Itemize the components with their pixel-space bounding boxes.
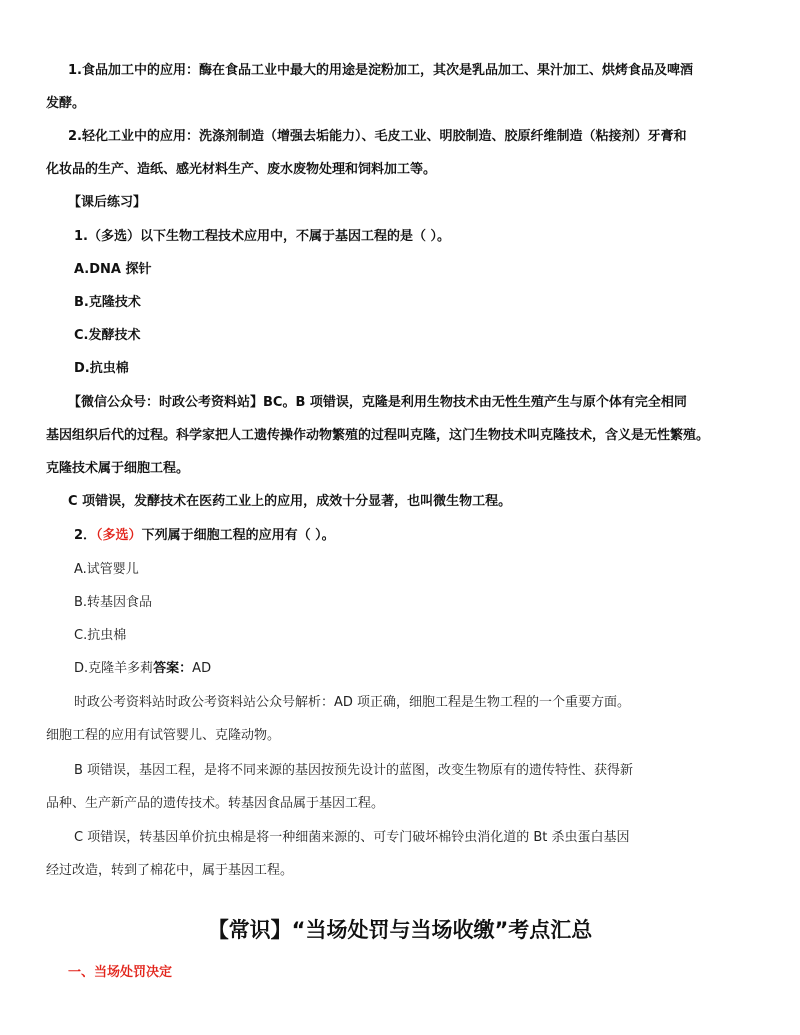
q2-analysis-c: C 项错误，转基因单价抗虫棉是将一种细菌来源的、可专门破坏棉铃虫消化道的 Bt 杀虫蛋白基因 [74, 830, 630, 845]
paragraph-light-industry: 2.轻化工业中的应用：洗涤剂制造（增强去垢能力）、毛皮工业、明胶制造、胶原纤维制造（粘接剂）牙膏和 [68, 129, 687, 144]
q2-option-d-answer [74, 660, 211, 678]
exercise-heading: 【课后练习】 [68, 195, 147, 210]
paragraph-food-processing-cont: 发酵。 [46, 96, 86, 111]
q2-analysis: 时政公考资料站时政公考资料站公众号解析：AD 项正确，细胞工程是生物工程的一个重要方面。 [74, 695, 631, 710]
q2-option-a: A.试管婴儿 [74, 562, 139, 577]
q2-option-b: B.转基因食品 [74, 595, 153, 610]
section-title: 【常识】“当场处罚与当场收缴”考点汇总 [207, 918, 593, 942]
paragraph-food-processing: 1.食品加工中的应用：酶在食品工业中最大的用途是淀粉加工，其次是乳品加工、果汁加工、烘烤食品及啤酒 [68, 63, 693, 78]
q1-explanation-c: C 项错误，发酵技术在医药工业上的应用，成效十分显著，也叫微生物工程。 [68, 494, 512, 509]
question-2-number: 2． [74, 528, 97, 543]
paragraph-light-industry-cont: 化妆品的生产、造纸、感光材料生产、废水废物处理和饲料加工等。 [46, 162, 437, 177]
q2-analysis-b-cont: 品种、生产新产品的遗传技术。转基因食品属于基因工程。 [46, 796, 385, 811]
answer-label: 答案： [153, 661, 193, 676]
q1-explanation-cont: 基因组织后代的过程。科学家把人工遗传操作动物繁殖的过程叫克隆，这门生物技术叫克隆技术，含义是无性繁殖。 [46, 428, 710, 443]
q2-analysis-cont: 细胞工程的应用有试管婴儿、克隆动物。 [46, 728, 281, 743]
q2-option-c: C.抗虫棉 [74, 628, 127, 643]
q1-option-c: C.发酵技术 [74, 328, 141, 343]
q1-option-a: A.DNA 探针 [74, 262, 152, 277]
q1-explanation: 【微信公众号：时政公考资料站】BC。B 项错误，克隆是利用生物技术由无性生殖产生与原个体有完全相同 [68, 395, 687, 410]
q1-option-b: B.克隆技术 [74, 295, 141, 310]
q1-option-d: D.抗虫棉 [74, 361, 129, 376]
q2-analysis-c-cont: 经过改造，转到了棉花中，属于基因工程。 [46, 863, 294, 878]
q2-option-d: D.克隆羊多莉 [74, 661, 154, 676]
question-1: 1.（多选）以下生物工程技术应用中，不属于基因工程的是（ ）。 [74, 229, 451, 244]
q1-explanation-cont-2: 克隆技术属于细胞工程。 [46, 461, 190, 476]
multi-select-tag: （多选） [96, 528, 142, 543]
answer-value: AD [192, 661, 212, 676]
q2-analysis-b: B 项错误，基因工程，是将不同来源的基因按预先设计的蓝图，改变生物原有的遗传特性、获得新 [74, 763, 634, 778]
question-2 [74, 527, 335, 545]
question-2-text: 下列属于细胞工程的应用有（ ）。 [141, 528, 335, 543]
subsection-title: 一、当场处罚决定 [68, 965, 173, 980]
